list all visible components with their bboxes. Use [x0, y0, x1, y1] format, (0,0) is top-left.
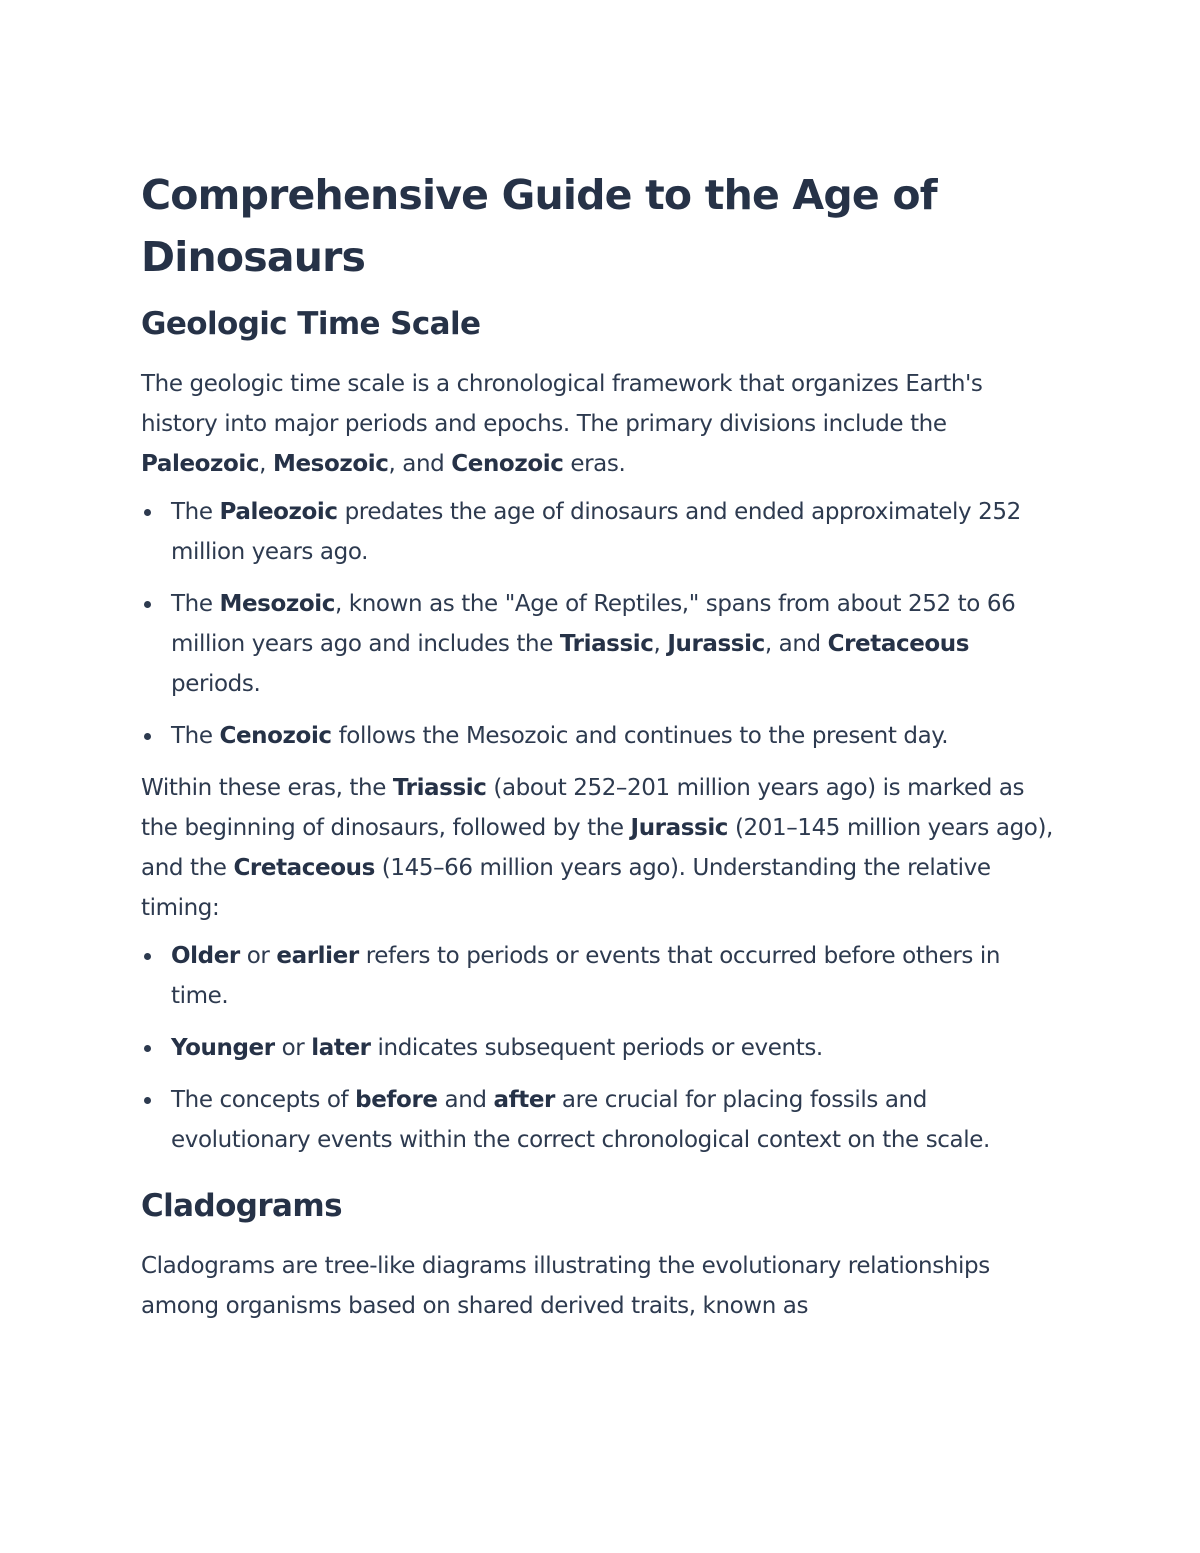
page-title: Comprehensive Guide to the Age of Dinosaurs: [141, 171, 937, 281]
list-item-older: Older or earlier refers to periods or events that occurred before others in time.: [141, 936, 1061, 1016]
relative-timing-list: [141, 936, 1061, 1160]
list-item-cenozoic: The Cenozoic follows the Mesozoic and continues to the present day.: [141, 716, 1061, 756]
document-page: [141, 164, 1061, 1334]
list-item-paleozoic: The Paleozoic predates the age of dinosaurs and ended approximately 252 million years ago.: [141, 492, 1061, 572]
list-item-younger: Younger or later indicates subsequent periods or events.: [141, 1028, 1061, 1068]
list-item-mesozoic: The Mesozoic, known as the "Age of Reptiles," spans from about 252 to 66 million years ago and includes the Triassic, Jurassic, and Cretaceous periods.: [141, 584, 1061, 704]
list-item-before-after: The concepts of before and after are crucial for placing fossils and evolutionary events within the correct chronological context on the scale.: [141, 1080, 1061, 1160]
periods-paragraph: Within these eras, the Triassic (about 252–201 million years ago) is marked as the beginning of dinosaurs, followed by the Jurassic (201–145 million years ago), and the Cretaceous (145–66 million years ago). Understanding the relative timing:: [141, 775, 1053, 921]
section-heading-geologic-time-scale: Geologic Time Scale: [141, 306, 481, 342]
cladograms-intro-paragraph: Cladograms are tree-like diagrams illustrating the evolutionary relationships among organisms based on shared derived traits, known as: [141, 1253, 990, 1319]
geologic-intro-paragraph: The geologic time scale is a chronological framework that organizes Earth's history into major periods and epochs. The primary divisions include the Paleozoic, Mesozoic, and Cenozoic eras.: [141, 371, 983, 477]
eras-list: [141, 492, 1061, 756]
section-heading-cladograms: Cladograms: [141, 1188, 342, 1224]
